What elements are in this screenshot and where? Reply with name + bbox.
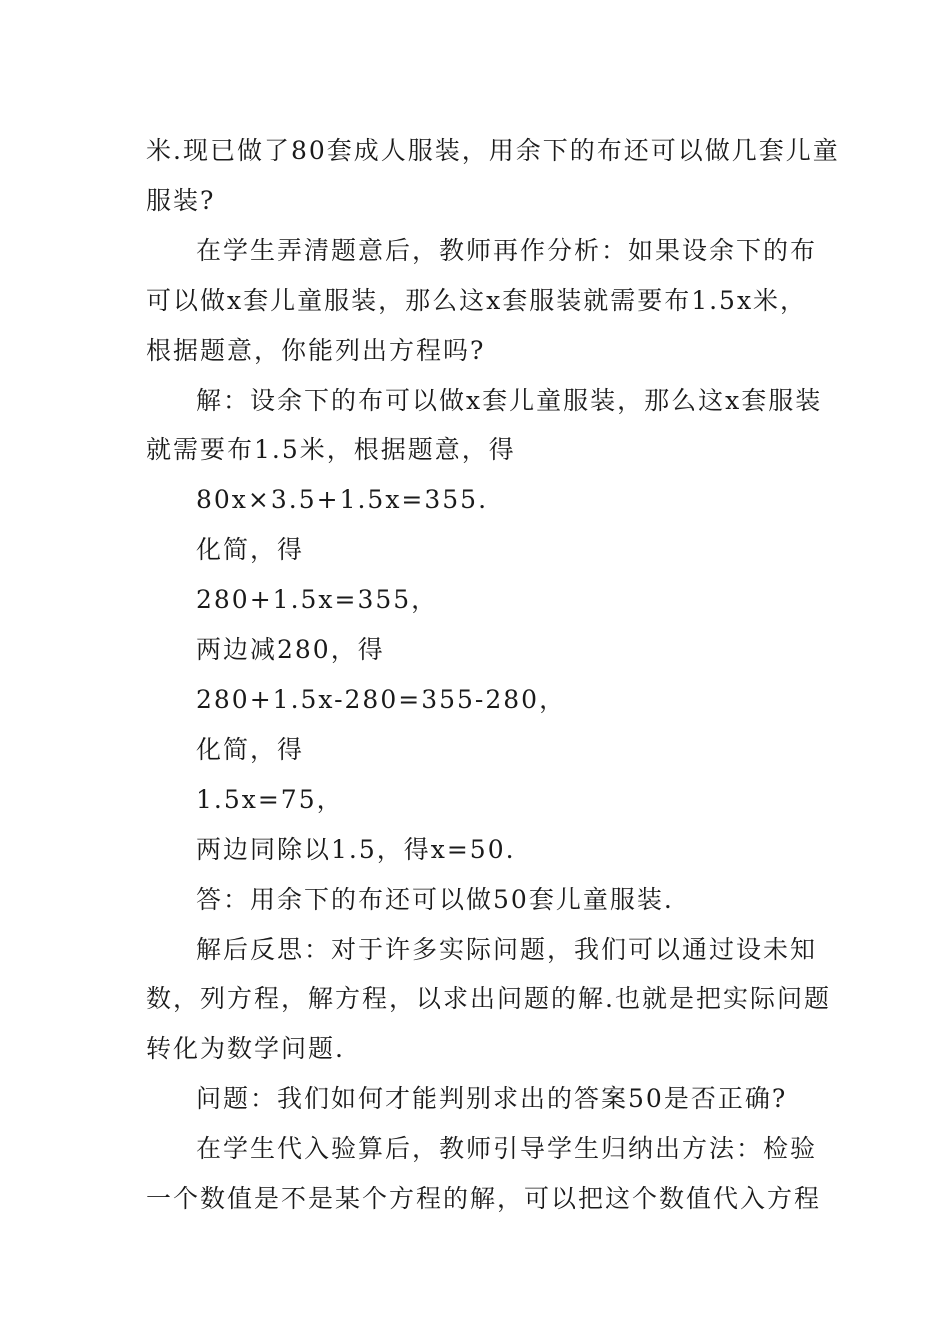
equation-line: 1.5x=75，: [196, 785, 344, 814]
text-line: 在学生弄清题意后，教师再作分析：如果设余下的布: [196, 236, 818, 265]
text-line: 化简，得: [196, 535, 305, 564]
text-line: 服装?: [146, 186, 216, 215]
text-line: 可以做x套儿童服装，那么这x套服装就需要布1.5x米，: [146, 286, 808, 315]
text-line: 数，列方程，解方程，以求出问题的解.也就是把实际问题: [146, 984, 831, 1013]
text-line: 根据题意，你能列出方程吗?: [146, 336, 486, 365]
text-line: 解：设余下的布可以做x套儿童服装，那么这x套服装: [196, 386, 823, 415]
text-line: 问题：我们如何才能判别求出的答案50是否正确?: [196, 1084, 788, 1113]
text-line: 化简，得: [196, 735, 305, 764]
equation-line: 280+1.5x=355，: [196, 585, 439, 614]
text-line: 转化为数学问题.: [146, 1034, 345, 1063]
equation-line: 80x×3.5+1.5x=355.: [196, 485, 489, 514]
text-line: 两边同除以1.5，得x=50.: [196, 835, 516, 864]
text-line: 在学生代入验算后，教师引导学生归纳出方法：检验: [196, 1134, 818, 1163]
text-line: 两边减280，得: [196, 635, 385, 664]
equation-line: 280+1.5x-280=355-280，: [196, 685, 567, 714]
text-line: 就需要布1.5米，根据题意，得: [146, 435, 516, 464]
text-line: 解后反思：对于许多实际问题，我们可以通过设未知: [196, 935, 818, 964]
answer-line: 答：用余下的布还可以做50套儿童服装.: [196, 885, 674, 914]
text-line: 米.现已做了80套成人服装，用余下的布还可以做几套儿童: [146, 136, 840, 165]
text-line: 一个数值是不是某个方程的解，可以把这个数值代入方程: [146, 1184, 822, 1213]
